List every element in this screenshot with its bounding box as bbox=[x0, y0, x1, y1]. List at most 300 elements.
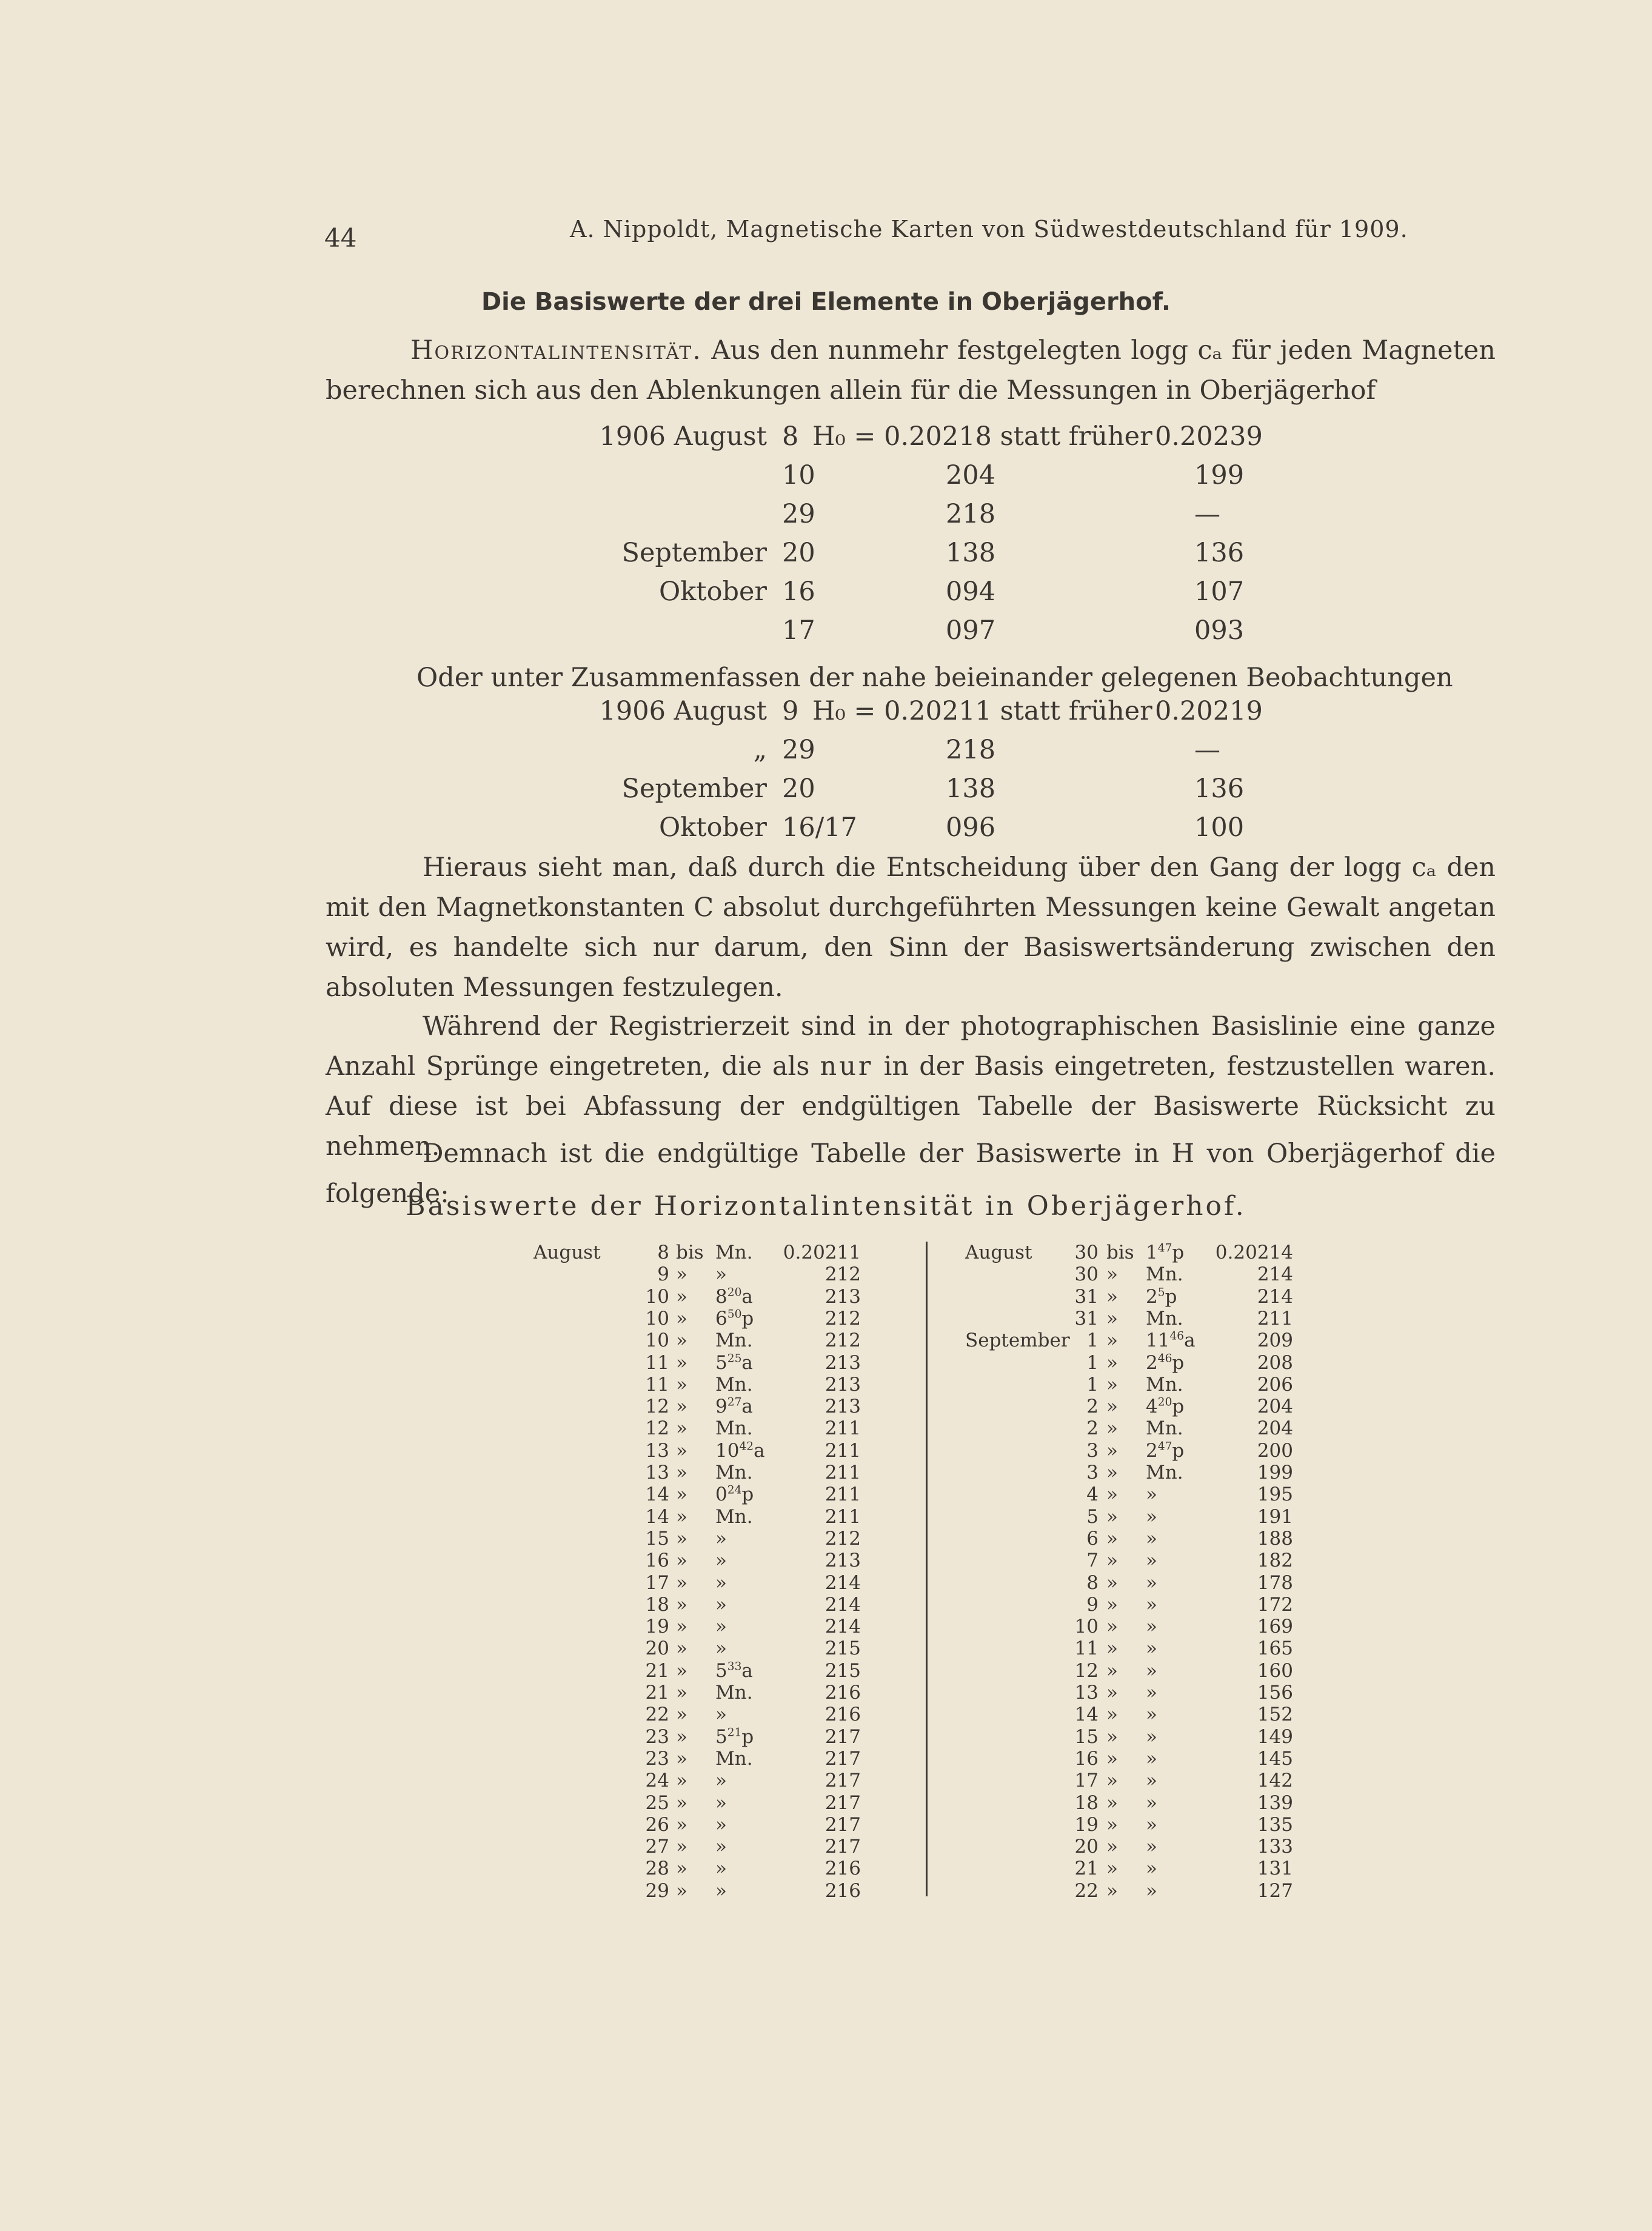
table-row bbox=[0, 1550, 1652, 1571]
row-value: 213 bbox=[824, 1373, 861, 1396]
row-time-ampm: a bbox=[741, 1351, 753, 1374]
row-time-value: » bbox=[1146, 1704, 1157, 1726]
row-day: 29 bbox=[645, 1879, 669, 1902]
row-value: 156 bbox=[1257, 1682, 1293, 1704]
row-day: 9 bbox=[657, 1263, 669, 1286]
row-time-value: » bbox=[1146, 1527, 1157, 1550]
paragraph-zusammenfassen: Oder unter Zusammenfassen der nahe beieinander gelegenen Beobachtungen bbox=[416, 663, 1453, 693]
row-time-value: » bbox=[1146, 1593, 1157, 1616]
paragraph-text-b: in der Basis eingetreten, festzustellen waren. Auf diese ist bei Abfassung der endgültigen Tabelle der Basiswerte Rücksicht zu nehmen. bbox=[326, 1051, 1496, 1162]
row-value: 211 bbox=[824, 1505, 861, 1528]
row-day: 15 bbox=[1074, 1725, 1099, 1748]
table-row bbox=[0, 1880, 1652, 1902]
row-time bbox=[1146, 1770, 1157, 1791]
running-header: A. Nippoldt, Magnetische Karten von Südwestdeutschland für 1909. bbox=[570, 216, 1408, 242]
row-day: 21 bbox=[1074, 1858, 1099, 1880]
row-value: 212 bbox=[824, 1263, 861, 1286]
row-value: 213 bbox=[824, 1351, 861, 1374]
row-day: 16 bbox=[645, 1550, 669, 1572]
row-time-minutes: 46 bbox=[1169, 1330, 1185, 1343]
row-bis: » bbox=[676, 1417, 687, 1440]
list-previous-value: 136 bbox=[1194, 774, 1245, 804]
row-time-value: 2 bbox=[1146, 1285, 1158, 1308]
row-bis: » bbox=[1106, 1462, 1118, 1483]
row-time-value: » bbox=[715, 1550, 727, 1572]
row-day: 14 bbox=[645, 1483, 669, 1506]
row-day: 21 bbox=[645, 1682, 669, 1704]
row-value: 160 bbox=[1257, 1659, 1293, 1682]
row-time-value: 2 bbox=[1146, 1351, 1158, 1374]
row-bis: » bbox=[1106, 1879, 1118, 1902]
table-row bbox=[0, 1352, 1652, 1374]
row-time-value: » bbox=[715, 1263, 727, 1286]
row-day: 22 bbox=[1074, 1879, 1099, 1902]
row-day: 14 bbox=[1074, 1704, 1099, 1726]
row-day: 25 bbox=[645, 1791, 669, 1814]
row-bis: » bbox=[676, 1351, 687, 1374]
table-row bbox=[0, 1374, 1652, 1396]
row-value: 217 bbox=[824, 1791, 861, 1814]
list-day: 20 bbox=[782, 538, 815, 568]
row-bis: bis bbox=[676, 1242, 704, 1263]
table-row bbox=[0, 1330, 1652, 1351]
row-time-value: Mn. bbox=[1146, 1263, 1183, 1286]
row-value: 188 bbox=[1257, 1527, 1293, 1550]
row-value: 216 bbox=[824, 1858, 861, 1880]
row-value: 212 bbox=[824, 1330, 861, 1352]
row-time-ampm: p bbox=[1172, 1396, 1185, 1418]
list-day: 10 bbox=[782, 460, 815, 490]
row-value: 211 bbox=[824, 1462, 861, 1483]
row-value: 214 bbox=[1257, 1263, 1293, 1286]
row-time-value: » bbox=[715, 1593, 727, 1616]
row-day: 13 bbox=[645, 1439, 669, 1462]
paragraph-horizontalintensitaet bbox=[326, 330, 1496, 410]
row-time-minutes: 20 bbox=[1157, 1396, 1172, 1409]
row-time bbox=[1146, 1660, 1157, 1682]
table-row bbox=[0, 1263, 1652, 1285]
paragraph-lead: Horizontalintensität. bbox=[410, 335, 702, 366]
row-bis: » bbox=[1106, 1396, 1118, 1418]
row-time-value: » bbox=[1146, 1813, 1157, 1836]
row-time-value: Mn. bbox=[715, 1330, 753, 1352]
row-time bbox=[1146, 1374, 1183, 1396]
table-row bbox=[0, 1417, 1652, 1439]
row-time-value: » bbox=[1146, 1637, 1157, 1660]
row-time-value: » bbox=[1146, 1725, 1157, 1748]
row-time bbox=[1146, 1880, 1157, 1902]
row-bis: » bbox=[1106, 1550, 1118, 1572]
row-value: 214 bbox=[824, 1616, 861, 1638]
row-bis: » bbox=[1106, 1373, 1118, 1396]
row-time bbox=[1146, 1792, 1157, 1814]
row-bis: » bbox=[1106, 1770, 1118, 1792]
row-day: 21 bbox=[645, 1659, 669, 1682]
row-time-ampm: p bbox=[1172, 1242, 1185, 1263]
list-value: 096 bbox=[946, 812, 996, 843]
row-bis: » bbox=[676, 1637, 687, 1660]
row-time-value: » bbox=[715, 1879, 727, 1902]
row-value: 165 bbox=[1257, 1637, 1293, 1660]
table-row bbox=[0, 1396, 1652, 1417]
row-time-ampm: p bbox=[1165, 1285, 1177, 1308]
row-time-ampm: a bbox=[741, 1396, 753, 1418]
row-bis: » bbox=[1106, 1307, 1118, 1330]
row-time-minutes: 50 bbox=[727, 1308, 742, 1321]
row-time-value: » bbox=[715, 1813, 727, 1836]
row-value: 206 bbox=[1257, 1373, 1293, 1396]
row-bis: » bbox=[1106, 1330, 1118, 1352]
row-time-ampm: a bbox=[1184, 1330, 1196, 1352]
row-time-value: Mn. bbox=[1146, 1462, 1183, 1483]
row-bis: » bbox=[676, 1813, 687, 1836]
row-time bbox=[1146, 1263, 1183, 1285]
row-time-minutes: 21 bbox=[727, 1726, 742, 1739]
section-title: Die Basiswerte der drei Elemente in Oberjägerhof. bbox=[481, 288, 1171, 316]
list-value: 138 bbox=[946, 538, 996, 568]
row-time bbox=[1146, 1396, 1184, 1417]
row-bis: » bbox=[1106, 1659, 1118, 1682]
row-day: 14 bbox=[645, 1505, 669, 1528]
row-time-minutes: 5 bbox=[1157, 1286, 1165, 1299]
table-row bbox=[0, 1748, 1652, 1770]
row-day: 6 bbox=[1086, 1527, 1099, 1550]
row-value: 212 bbox=[824, 1527, 861, 1550]
row-value: 216 bbox=[824, 1704, 861, 1726]
row-day: 22 bbox=[645, 1704, 669, 1726]
row-bis: » bbox=[1106, 1593, 1118, 1616]
row-day: 3 bbox=[1086, 1462, 1099, 1483]
row-bis: bis bbox=[1106, 1242, 1134, 1263]
row-value: 0.20211 bbox=[783, 1242, 861, 1263]
row-time-value: Mn. bbox=[715, 1242, 753, 1263]
row-day: 31 bbox=[1074, 1307, 1099, 1330]
list-previous-value: 093 bbox=[1194, 615, 1245, 646]
row-time-value: 0 bbox=[715, 1483, 727, 1506]
row-time-minutes: 42 bbox=[739, 1440, 754, 1453]
row-day: 30 bbox=[1074, 1263, 1099, 1286]
row-value: 172 bbox=[1257, 1593, 1293, 1616]
table-row bbox=[0, 1462, 1652, 1483]
row-value: 214 bbox=[824, 1571, 861, 1594]
row-time-value: 5 bbox=[715, 1351, 727, 1374]
row-bis: » bbox=[1106, 1813, 1118, 1836]
row-time bbox=[1146, 1858, 1157, 1879]
row-time-value: » bbox=[715, 1836, 727, 1858]
list-day: 9 bbox=[782, 696, 799, 726]
row-value: 213 bbox=[824, 1285, 861, 1308]
row-bis: » bbox=[1106, 1483, 1118, 1506]
row-time-ampm: a bbox=[741, 1285, 753, 1308]
row-time bbox=[1146, 1352, 1184, 1374]
row-value: 217 bbox=[824, 1836, 861, 1858]
row-value: 213 bbox=[824, 1396, 861, 1418]
row-value: 0.20214 bbox=[1215, 1242, 1293, 1263]
row-bis: » bbox=[1106, 1616, 1118, 1638]
row-bis: » bbox=[676, 1858, 687, 1880]
table-row bbox=[0, 1814, 1652, 1836]
row-time bbox=[1146, 1417, 1183, 1439]
row-bis: » bbox=[1106, 1505, 1118, 1528]
row-bis: » bbox=[676, 1263, 687, 1286]
row-day: 10 bbox=[1074, 1616, 1099, 1638]
row-day: 19 bbox=[1074, 1813, 1099, 1836]
row-value: 152 bbox=[1257, 1704, 1293, 1726]
row-time-value: 8 bbox=[715, 1285, 727, 1308]
page-number: 44 bbox=[324, 223, 357, 253]
list-label: September bbox=[621, 774, 767, 804]
row-time-value: » bbox=[1146, 1550, 1157, 1572]
row-value: 169 bbox=[1257, 1616, 1293, 1638]
row-day: 24 bbox=[645, 1770, 669, 1792]
row-time-value: » bbox=[715, 1704, 727, 1726]
row-day: 12 bbox=[645, 1396, 669, 1418]
row-bis: » bbox=[676, 1307, 687, 1330]
table-row bbox=[0, 1637, 1652, 1659]
row-time-ampm: p bbox=[1172, 1351, 1185, 1374]
row-value: 211 bbox=[1257, 1307, 1293, 1330]
row-time-value: » bbox=[715, 1791, 727, 1814]
row-time-value: Mn. bbox=[1146, 1307, 1183, 1330]
list-value: H₀ = 0.20211 statt früher bbox=[812, 696, 1152, 726]
list-day: 17 bbox=[782, 615, 815, 646]
row-time-value: » bbox=[715, 1527, 727, 1550]
row-time bbox=[1146, 1726, 1157, 1748]
row-time-minutes: 46 bbox=[1157, 1352, 1172, 1365]
row-time-value: » bbox=[1146, 1747, 1157, 1770]
row-day: 30 bbox=[1074, 1242, 1099, 1263]
row-bis: » bbox=[676, 1439, 687, 1462]
table-row bbox=[0, 1286, 1652, 1308]
row-value: 200 bbox=[1257, 1439, 1293, 1462]
row-bis: » bbox=[1106, 1417, 1118, 1440]
row-time-ampm: a bbox=[754, 1439, 765, 1462]
list-label: September bbox=[621, 538, 767, 568]
row-time bbox=[1146, 1528, 1157, 1550]
row-time-value: » bbox=[1146, 1571, 1157, 1594]
row-value: 211 bbox=[824, 1483, 861, 1506]
row-bis: » bbox=[1106, 1263, 1118, 1286]
row-value: 149 bbox=[1257, 1725, 1293, 1748]
row-bis: » bbox=[1106, 1571, 1118, 1594]
list-label: „ bbox=[753, 735, 767, 765]
table-row bbox=[0, 1242, 1652, 1263]
row-bis: » bbox=[676, 1571, 687, 1594]
row-bis: » bbox=[1106, 1747, 1118, 1770]
row-day: 13 bbox=[645, 1462, 669, 1483]
row-day: 20 bbox=[1074, 1836, 1099, 1858]
paragraph-demnach: Demnach ist die endgültige Tabelle der Basiswerte in H von Oberjägerhof die folgende: bbox=[326, 1139, 1496, 1209]
row-month: August bbox=[533, 1242, 601, 1263]
row-time-value: » bbox=[715, 1571, 727, 1594]
row-bis: » bbox=[676, 1505, 687, 1528]
row-bis: » bbox=[1106, 1836, 1118, 1858]
table-row bbox=[0, 1594, 1652, 1616]
row-day: 19 bbox=[645, 1616, 669, 1638]
row-time bbox=[1146, 1594, 1157, 1616]
row-time-value: Mn. bbox=[1146, 1373, 1183, 1396]
row-bis: » bbox=[676, 1747, 687, 1770]
row-time bbox=[1146, 1704, 1157, 1725]
row-time-minutes: 33 bbox=[727, 1660, 742, 1673]
row-value: 195 bbox=[1257, 1483, 1293, 1506]
row-time-value: Mn. bbox=[715, 1682, 753, 1704]
row-bis: » bbox=[1106, 1285, 1118, 1308]
list-previous-value: 0.20239 bbox=[1155, 421, 1263, 452]
table-row bbox=[0, 1836, 1652, 1858]
row-time-value: » bbox=[1146, 1791, 1157, 1814]
table-title: Basiswerte der Horizontalintensität in Oberjägerhof. bbox=[406, 1191, 1246, 1222]
row-day: 11 bbox=[645, 1351, 669, 1374]
row-time bbox=[1146, 1550, 1157, 1571]
row-time-value: » bbox=[1146, 1505, 1157, 1528]
paragraph-hieraus: Hieraus sieht man, daß durch die Entscheidung über den Gang der logg cₐ den mit den Magnetkonstanten C absolut durchgeführten Messungen keine Gewalt angetan wird, es handelte sich nur darum, den Sinn der Basiswertsänderung zwischen den absoluten Messungen festzulegen. bbox=[326, 852, 1496, 1003]
row-month: September bbox=[965, 1330, 1070, 1352]
list-value: 218 bbox=[946, 735, 996, 765]
row-time-ampm: p bbox=[741, 1307, 754, 1330]
paragraph-emphasis: nur bbox=[820, 1051, 874, 1082]
row-time bbox=[1146, 1506, 1157, 1528]
list-label: 1906 August bbox=[599, 696, 767, 726]
row-value: 133 bbox=[1257, 1836, 1293, 1858]
row-time bbox=[1146, 1286, 1177, 1308]
row-value: 142 bbox=[1257, 1770, 1293, 1792]
list-value: 204 bbox=[946, 460, 996, 490]
row-day: 23 bbox=[645, 1747, 669, 1770]
row-day: 11 bbox=[1074, 1637, 1099, 1660]
row-bis: » bbox=[676, 1285, 687, 1308]
list-previous-value: 107 bbox=[1194, 577, 1245, 607]
row-value: 216 bbox=[824, 1682, 861, 1704]
row-time-value: » bbox=[715, 1858, 727, 1880]
table-row bbox=[0, 1483, 1652, 1505]
list-day: 20 bbox=[782, 774, 815, 804]
list-previous-value: — bbox=[1194, 499, 1220, 529]
row-bis: » bbox=[676, 1791, 687, 1814]
row-day: 13 bbox=[1074, 1682, 1099, 1704]
row-day: 23 bbox=[645, 1725, 669, 1748]
table-row bbox=[0, 1726, 1652, 1748]
row-time-minutes: 20 bbox=[727, 1286, 742, 1299]
row-day: 5 bbox=[1086, 1505, 1099, 1528]
list-day: 29 bbox=[782, 735, 815, 765]
row-month: August bbox=[965, 1242, 1032, 1263]
table-row bbox=[0, 1572, 1652, 1594]
row-bis: » bbox=[1106, 1791, 1118, 1814]
row-day: 12 bbox=[1074, 1659, 1099, 1682]
table-row bbox=[0, 1506, 1652, 1528]
row-value: 215 bbox=[824, 1659, 861, 1682]
row-value: 199 bbox=[1257, 1462, 1293, 1483]
paragraph-text: Aus den nunmehr festgelegten logg cₐ für jeden Magneten berechnen sich aus den Ablenkungen allein für die Messungen in Oberjägerhof bbox=[326, 335, 1496, 406]
row-bis: » bbox=[676, 1462, 687, 1483]
list-day: 16 bbox=[782, 577, 815, 607]
row-time-value: Mn. bbox=[715, 1417, 753, 1440]
row-time-value: Mn. bbox=[715, 1747, 753, 1770]
row-bis: » bbox=[676, 1396, 687, 1418]
row-time bbox=[1146, 1637, 1157, 1659]
row-day: 16 bbox=[1074, 1747, 1099, 1770]
table-row bbox=[0, 1660, 1652, 1682]
list-previous-value: 199 bbox=[1194, 460, 1245, 490]
table-row bbox=[0, 1704, 1652, 1725]
row-day: 17 bbox=[645, 1571, 669, 1594]
row-time-value: Mn. bbox=[715, 1373, 753, 1396]
row-time bbox=[1146, 1308, 1183, 1330]
row-bis: » bbox=[676, 1659, 687, 1682]
row-value: 217 bbox=[824, 1813, 861, 1836]
row-day: 2 bbox=[1086, 1396, 1099, 1418]
row-time-value: 2 bbox=[1146, 1439, 1158, 1462]
list-previous-value: 100 bbox=[1194, 812, 1245, 843]
paragraph-text-a: Während der Registrierzeit sind in der photographischen Basislinie eine ganze Anzahl Sprünge eingetreten, die als bbox=[326, 1011, 1496, 1082]
row-time-ampm: p bbox=[741, 1725, 754, 1748]
row-day: 26 bbox=[645, 1813, 669, 1836]
row-value: 217 bbox=[824, 1747, 861, 1770]
row-day: 1 bbox=[1086, 1351, 1099, 1374]
list-previous-value: 136 bbox=[1194, 538, 1245, 568]
row-value: 135 bbox=[1257, 1813, 1293, 1836]
row-value: 216 bbox=[824, 1879, 861, 1902]
table-row bbox=[0, 1308, 1652, 1330]
row-time-ampm: p bbox=[741, 1483, 754, 1506]
row-time-value: 4 bbox=[1146, 1396, 1158, 1418]
row-time-value: 11 bbox=[1146, 1330, 1170, 1352]
row-bis: » bbox=[1106, 1725, 1118, 1748]
row-value: 145 bbox=[1257, 1747, 1293, 1770]
row-time-value: 9 bbox=[715, 1396, 727, 1418]
row-time-value: » bbox=[715, 1770, 727, 1792]
row-value: 191 bbox=[1257, 1505, 1293, 1528]
row-day: 11 bbox=[645, 1373, 669, 1396]
row-day: 1 bbox=[1086, 1373, 1099, 1396]
row-time-value: 5 bbox=[715, 1725, 727, 1748]
row-day: 17 bbox=[1074, 1770, 1099, 1792]
row-bis: » bbox=[676, 1725, 687, 1748]
table-row bbox=[0, 1792, 1652, 1814]
row-value: 217 bbox=[824, 1770, 861, 1792]
row-day: 10 bbox=[645, 1330, 669, 1352]
row-time-value: Mn. bbox=[715, 1462, 753, 1483]
row-time-value: 6 bbox=[715, 1307, 727, 1330]
row-time bbox=[1146, 1836, 1157, 1858]
row-day: 18 bbox=[1074, 1791, 1099, 1814]
row-value: 178 bbox=[1257, 1571, 1293, 1594]
row-time bbox=[1146, 1330, 1196, 1351]
row-time-minutes: 47 bbox=[1157, 1440, 1172, 1453]
row-bis: » bbox=[676, 1527, 687, 1550]
row-value: 139 bbox=[1257, 1791, 1293, 1814]
row-time-minutes: 27 bbox=[727, 1396, 742, 1409]
table-row bbox=[0, 1440, 1652, 1462]
row-time bbox=[1146, 1572, 1157, 1594]
row-day: 15 bbox=[645, 1527, 669, 1550]
row-bis: » bbox=[676, 1836, 687, 1858]
row-time-value: » bbox=[1146, 1682, 1157, 1704]
row-day: 10 bbox=[645, 1307, 669, 1330]
row-day: 2 bbox=[1086, 1417, 1099, 1440]
row-time-value: » bbox=[1146, 1483, 1157, 1506]
row-time-value: » bbox=[715, 1637, 727, 1660]
row-time bbox=[1146, 1483, 1157, 1505]
row-value: 127 bbox=[1257, 1879, 1293, 1902]
row-time-minutes: 24 bbox=[727, 1483, 742, 1497]
row-value: 217 bbox=[824, 1725, 861, 1748]
list-value: 218 bbox=[946, 499, 996, 529]
row-bis: » bbox=[1106, 1682, 1118, 1704]
row-day: 8 bbox=[1086, 1571, 1099, 1594]
row-value: 214 bbox=[824, 1593, 861, 1616]
